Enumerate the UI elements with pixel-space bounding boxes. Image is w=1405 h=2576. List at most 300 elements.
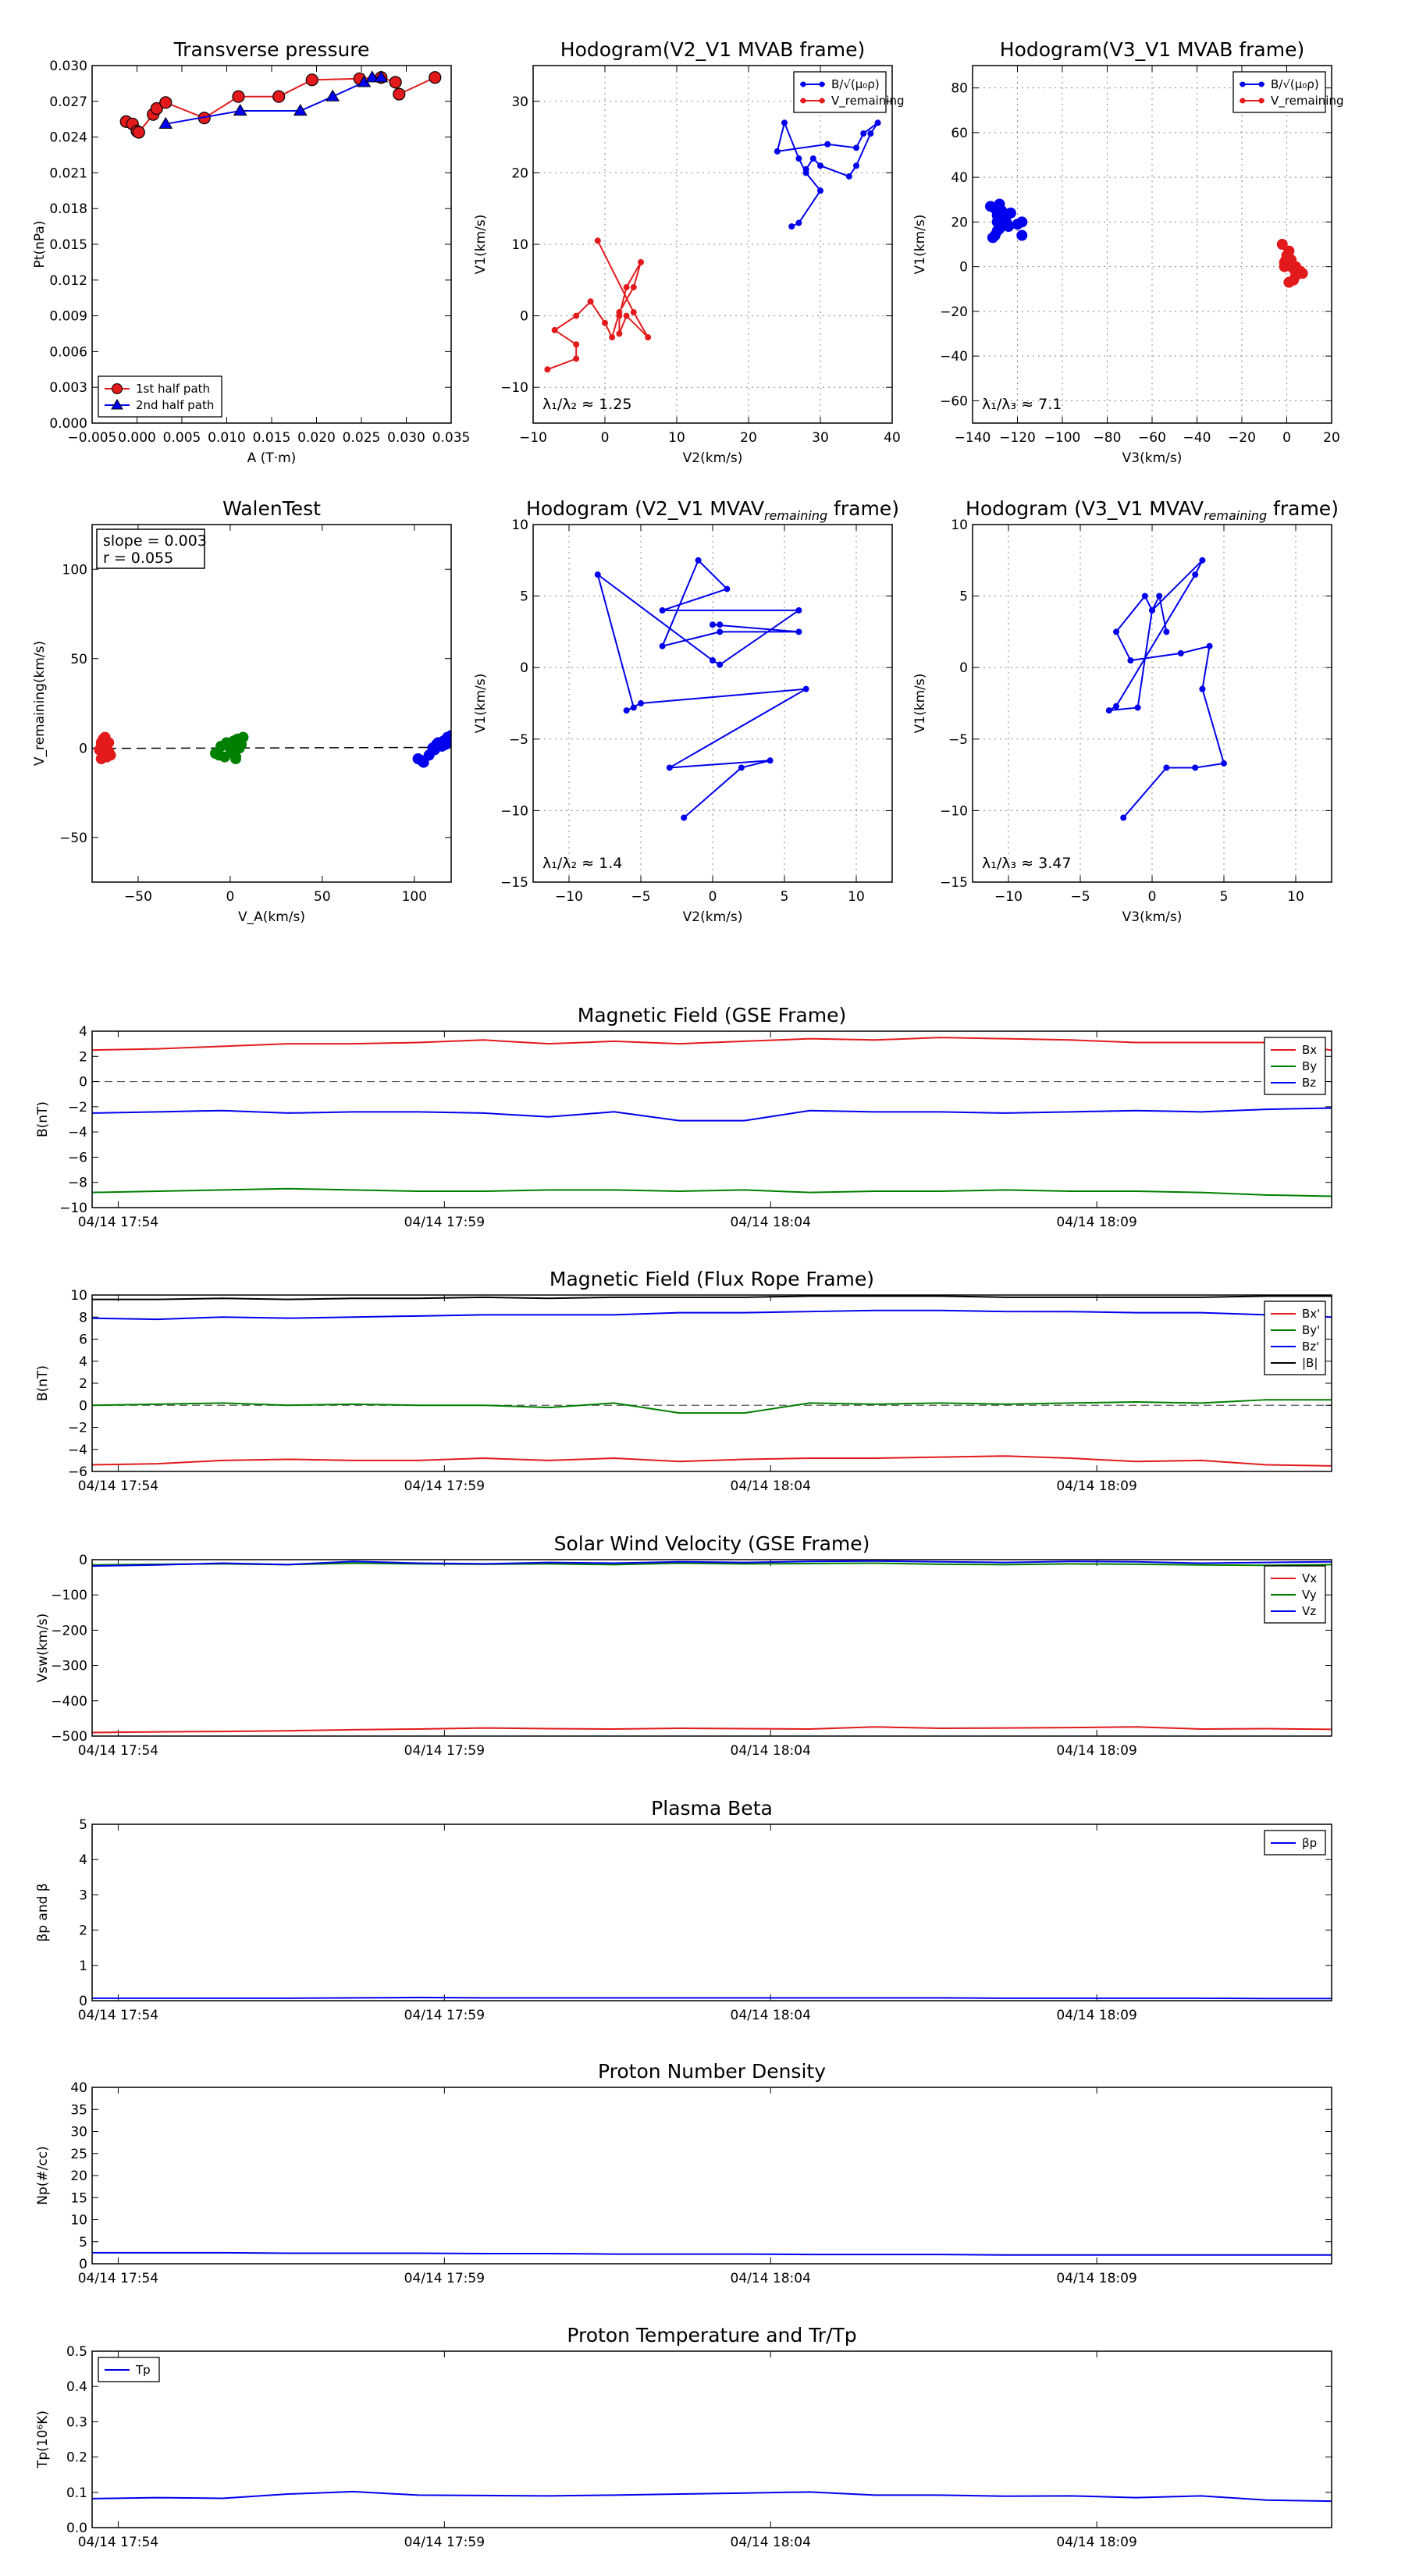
data-point [133, 126, 144, 138]
data-point [1222, 760, 1227, 766]
axes-frame [92, 2351, 1332, 2528]
time-tick-label: 04/14 17:59 [404, 1215, 486, 1230]
data-point [389, 76, 401, 88]
plot-area [92, 2253, 1332, 2255]
data-point [214, 750, 224, 760]
y-tick-label: −8 [67, 1175, 87, 1191]
x-tick-label: 10 [848, 889, 865, 905]
data-point [1193, 572, 1198, 578]
data-point [433, 738, 443, 748]
y-axis-label: V1(km/s) [473, 214, 489, 275]
data-point [660, 643, 665, 649]
y-tick-label: 4 [79, 1354, 87, 1370]
x-tick-label: −50 [124, 889, 152, 905]
data-point [101, 752, 112, 762]
series-line-By' [92, 1400, 1332, 1413]
data-point [1004, 222, 1014, 232]
data-point [617, 313, 622, 318]
x-tick-label: −10 [555, 889, 583, 905]
chart-hodo_v3_v1_mvav [912, 497, 1339, 925]
legend-label: B/√(μ₀ρ) [831, 77, 880, 91]
data-point [710, 658, 716, 664]
chart-title: WalenTest [222, 497, 321, 520]
stats-text: r = 0.055 [103, 550, 174, 567]
legend-marker [801, 98, 806, 104]
data-point [624, 284, 629, 290]
legend-label: Vy [1302, 1588, 1317, 1602]
plot-area [92, 1561, 1332, 1733]
y-tick-label: 0.0 [66, 2521, 87, 2536]
y-tick-label: −5 [948, 731, 968, 748]
x-tick-label: 0 [1282, 430, 1291, 446]
data-point [660, 607, 665, 613]
data-point [595, 238, 600, 244]
y-axis-label: Tp(10⁶K) [35, 2410, 51, 2469]
y-tick-label: 35 [70, 2102, 87, 2119]
ratio-annotation: λ₁/λ₂ ≈ 1.25 [542, 396, 632, 413]
x-tick-label: 20 [740, 430, 757, 446]
data-point [1200, 686, 1205, 692]
chart-title: Magnetic Field (Flux Rope Frame) [549, 1268, 875, 1290]
data-point [646, 335, 651, 340]
time-tick-label: 04/14 17:54 [77, 2535, 159, 2550]
time-tick-label: 04/14 17:54 [77, 1478, 159, 1494]
data-point [1207, 643, 1212, 649]
y-tick-label: −100 [51, 1588, 87, 1604]
plot-area [92, 1296, 1332, 1466]
y-tick-label: −15 [500, 875, 528, 891]
y-tick-label: 0.5 [66, 2344, 87, 2360]
y-tick-label: 0 [79, 741, 87, 757]
title-main: Hodogram (V2_V1 MVAV [526, 497, 764, 520]
data-point [1157, 593, 1162, 599]
axes-frame [533, 525, 892, 882]
x-tick-label: −5 [631, 889, 651, 905]
y-tick-label: 30 [511, 94, 528, 110]
y-axis-label: B(nT) [35, 1101, 51, 1138]
data-point [393, 88, 405, 100]
series-line-By [92, 1189, 1332, 1197]
y-axis-label: B(nT) [35, 1364, 51, 1402]
title-end: frame) [1267, 497, 1339, 520]
plot-area [595, 557, 809, 820]
x-tick-label: 5 [780, 889, 789, 905]
y-tick-label: 0.015 [49, 237, 87, 253]
data-point [273, 91, 285, 102]
x-tick-label: −140 [954, 430, 991, 446]
data-point [1289, 275, 1299, 285]
time-tick-label: 04/14 17:59 [404, 2535, 486, 2550]
plot-area [120, 71, 441, 138]
x-tick-label: 0 [1147, 889, 1157, 905]
y-tick-label: −5 [508, 731, 528, 748]
y-tick-label: 100 [62, 562, 87, 578]
data-point [1295, 266, 1305, 276]
y-tick-label: −15 [940, 875, 968, 891]
data-point [724, 586, 730, 592]
legend-label: By [1302, 1059, 1318, 1073]
legend-label: 2nd half path [136, 398, 215, 412]
y-tick-label: 0 [79, 1074, 87, 1091]
y-tick-label: 10 [70, 2212, 87, 2229]
x-tick-label: −40 [1183, 430, 1211, 446]
y-tick-label: 50 [70, 651, 87, 667]
data-point [1178, 650, 1183, 656]
axes-frame [92, 1295, 1332, 1471]
legend-label: V_remaining [831, 94, 905, 108]
series-line-Bz' [92, 1311, 1332, 1319]
data-point [695, 557, 701, 563]
data-point [624, 708, 629, 713]
chart-walen_test [32, 497, 457, 925]
x-tick-label: −10 [519, 430, 547, 446]
chart-mag_fluxrope [35, 1268, 1332, 1494]
chart-plasma_beta [35, 1797, 1332, 2023]
data-point [875, 120, 880, 126]
axes-frame [92, 1031, 1332, 1208]
legend-label: B/√(μ₀ρ) [1271, 77, 1319, 91]
time-tick-label: 04/14 17:54 [77, 2271, 159, 2286]
data-point [1017, 230, 1027, 240]
y-tick-label: 25 [70, 2146, 87, 2162]
data-point [231, 752, 241, 762]
legend-label: By' [1302, 1323, 1321, 1337]
y-tick-label: 0.006 [49, 344, 87, 361]
legend [794, 72, 905, 112]
data-point [796, 607, 802, 613]
time-tick-label: 04/14 17:59 [404, 2271, 486, 2286]
data-point [617, 331, 622, 336]
data-point [552, 327, 557, 333]
y-tick-label: −10 [500, 803, 528, 820]
chart-title: Plasma Beta [651, 1797, 773, 1820]
legend-marker [801, 82, 806, 87]
time-tick-label: 04/14 18:09 [1056, 1743, 1137, 1759]
y-tick-label: −10 [59, 1201, 87, 1216]
data-point [667, 765, 672, 770]
data-point [96, 738, 106, 748]
series-line-Bx [92, 1037, 1332, 1050]
chart-mag_gse [35, 1004, 1332, 1230]
data-point [574, 356, 579, 361]
x-axis-label: V2(km/s) [682, 909, 743, 925]
plot-area [545, 120, 880, 372]
y-tick-label: −2 [67, 1420, 87, 1436]
axes-frame [92, 1560, 1332, 1736]
chart-title [966, 497, 1339, 523]
y-tick-label: 5 [959, 589, 968, 605]
legend-marker [1240, 98, 1246, 104]
x-tick-label: 0 [226, 889, 235, 905]
title-end: frame) [827, 497, 899, 520]
y-tick-label: 0 [79, 2257, 87, 2272]
y-axis-label: V1(km/s) [912, 214, 928, 275]
y-tick-label: 0 [959, 259, 968, 276]
x-tick-label: 10 [668, 430, 685, 446]
y-tick-label: −500 [51, 1729, 87, 1745]
y-tick-label: 0 [959, 660, 968, 677]
chart-title: Hodogram(V3_V1 MVAB frame) [999, 38, 1305, 61]
time-tick-label: 04/14 18:04 [730, 1215, 811, 1230]
y-tick-label: 10 [511, 237, 528, 253]
data-point [782, 120, 788, 126]
x-tick-label: −100 [1044, 430, 1081, 446]
y-tick-label: 40 [951, 170, 968, 187]
x-tick-label: 0.020 [297, 430, 336, 446]
legend [1264, 1037, 1325, 1094]
data-point [861, 131, 866, 137]
x-tick-label: −0.005 [67, 430, 117, 446]
x-tick-label: 40 [884, 430, 901, 446]
x-axis-label: V3(km/s) [1122, 450, 1183, 466]
data-point [588, 299, 593, 304]
y-axis-label: V1(km/s) [912, 673, 928, 734]
chart-proton_temperature [35, 2324, 1332, 2550]
chart-title: Proton Temperature and Tr/Tp [567, 2324, 857, 2347]
data-point [825, 141, 831, 147]
legend-label: V_remaining [1271, 94, 1344, 108]
y-tick-label: 0.024 [49, 130, 87, 146]
y-tick-label: 4 [79, 1024, 87, 1040]
time-tick-label: 04/14 18:04 [730, 1743, 811, 1759]
x-tick-label: −80 [1093, 430, 1122, 446]
y-tick-label: 40 [70, 2080, 87, 2096]
series-line-V_remaining [547, 240, 648, 369]
y-tick-label: 20 [70, 2169, 87, 2184]
legend-label: βp [1302, 1836, 1318, 1850]
legend-marker [112, 384, 123, 394]
data-point [868, 131, 873, 137]
chart-proton_density [35, 2060, 1332, 2286]
chart-title: Transverse pressure [173, 38, 370, 61]
y-tick-label: −20 [940, 304, 968, 320]
y-tick-label: −10 [940, 803, 968, 820]
y-tick-label: −6 [67, 1464, 87, 1480]
data-point [1164, 629, 1169, 635]
chart-sw_velocity [35, 1532, 1332, 1759]
data-point [160, 97, 172, 109]
time-tick-label: 04/14 17:59 [404, 1478, 486, 1494]
time-tick-label: 04/14 18:04 [730, 2535, 811, 2550]
y-tick-label: 8 [79, 1310, 87, 1326]
legend-marker [1240, 82, 1246, 87]
y-tick-label: −4 [67, 1125, 87, 1141]
y-tick-label: −200 [51, 1623, 87, 1639]
data-point [1135, 705, 1140, 710]
stats-text: slope = 0.003 [103, 532, 207, 550]
x-tick-label: 0.030 [387, 430, 425, 446]
legend-marker [820, 82, 825, 87]
axes-frame [533, 66, 892, 423]
y-tick-label: 0.009 [49, 308, 87, 325]
data-point [810, 156, 816, 162]
legend [98, 376, 222, 417]
data-point [774, 148, 780, 154]
series-line-1st half path [126, 77, 436, 132]
data-point [234, 105, 247, 116]
y-axis-label: V1(km/s) [473, 673, 489, 734]
data-point [1164, 765, 1169, 770]
y-axis-label: V_remaining(km/s) [32, 640, 48, 767]
data-point [818, 163, 823, 169]
y-tick-label: −4 [67, 1442, 87, 1458]
y-tick-label: 0 [79, 1398, 87, 1414]
x-tick-label: 30 [812, 430, 829, 446]
title-subscript: remaining [763, 508, 828, 523]
data-point [574, 313, 579, 318]
data-point [294, 105, 307, 116]
legend [1233, 72, 1344, 112]
y-axis-label: Pt(nPa) [32, 220, 48, 269]
time-tick-label: 04/14 18:04 [730, 1478, 811, 1494]
y-tick-label: 20 [511, 165, 528, 182]
x-axis-label: A (T·m) [247, 450, 297, 466]
y-tick-label: −400 [51, 1693, 87, 1710]
x-tick-label: 0.015 [252, 430, 291, 446]
y-tick-label: 20 [951, 215, 968, 231]
data-point [854, 145, 859, 151]
plot-area [94, 731, 457, 767]
data-point [429, 72, 441, 84]
title-main: Hodogram (V3_V1 MVAV [966, 497, 1204, 520]
series-line-|B| [92, 1296, 1332, 1299]
axes-frame [92, 525, 451, 882]
data-point [1193, 765, 1198, 770]
data-point [1121, 815, 1126, 820]
data-point [306, 74, 318, 86]
data-point [1128, 658, 1133, 664]
legend-label: Vz [1302, 1604, 1317, 1618]
legend [1264, 1301, 1325, 1375]
x-axis-label: V3(km/s) [1122, 909, 1183, 925]
data-point [624, 313, 629, 318]
x-axis-label: V2(km/s) [682, 450, 743, 466]
x-tick-label: 5 [1219, 889, 1229, 905]
data-point [631, 284, 636, 290]
data-point [233, 91, 244, 102]
time-tick-label: 04/14 17:54 [77, 2008, 159, 2023]
x-tick-label: 0.000 [118, 430, 156, 446]
x-tick-label: 100 [401, 889, 428, 905]
legend-label: Tp [136, 2363, 151, 2377]
data-point [638, 259, 644, 265]
data-point [574, 342, 579, 347]
data-point [789, 224, 795, 229]
data-point [767, 758, 773, 763]
series-line-Vx [92, 1727, 1332, 1732]
y-axis-label: Np(#/cc) [35, 2146, 51, 2205]
x-tick-label: 20 [1323, 430, 1340, 446]
chart-title: Solar Wind Velocity (GSE Frame) [553, 1532, 870, 1555]
y-tick-label: 10 [70, 1288, 87, 1304]
y-tick-label: 2 [79, 1049, 87, 1066]
data-point [796, 629, 802, 635]
data-point [595, 572, 600, 578]
data-point [1282, 259, 1292, 269]
data-point [796, 220, 802, 226]
chart-hodo_v3_v1_mvab [912, 38, 1344, 466]
y-tick-label: 4 [79, 1852, 87, 1869]
data-point [1150, 607, 1155, 613]
x-tick-label: 0.005 [162, 430, 201, 446]
time-tick-label: 04/14 18:09 [1056, 2008, 1137, 2023]
chart-title: Hodogram(V2_V1 MVAB frame) [560, 38, 866, 61]
y-axis-label: βp and β [35, 1883, 51, 1942]
axes-frame [973, 525, 1332, 882]
series-line-Bx' [92, 1456, 1332, 1466]
data-point [738, 765, 744, 770]
y-tick-label: 5 [79, 1817, 87, 1833]
y-tick-label: 0 [520, 308, 528, 325]
time-tick-label: 04/14 18:09 [1056, 1478, 1137, 1494]
chart-title: Proton Number Density [598, 2060, 826, 2083]
y-tick-label: −60 [940, 393, 968, 410]
y-tick-label: 0.4 [66, 2379, 87, 2396]
ratio-annotation: λ₁/λ₃ ≈ 7.1 [982, 396, 1062, 413]
x-tick-label: −10 [994, 889, 1023, 905]
time-tick-label: 04/14 18:09 [1056, 1215, 1137, 1230]
axes-frame [92, 2087, 1332, 2264]
y-axis-label: Vsw(km/s) [35, 1613, 51, 1683]
x-axis-label: V_A(km/s) [237, 909, 306, 925]
y-tick-label: 0.3 [66, 2414, 87, 2431]
data-point [326, 91, 339, 101]
legend-label: Bx [1302, 1043, 1318, 1057]
data-point [681, 815, 687, 820]
y-tick-label: 80 [951, 80, 968, 97]
x-tick-label: 10 [1287, 889, 1304, 905]
plot-area [1106, 557, 1226, 820]
time-tick-label: 04/14 18:04 [730, 2271, 811, 2286]
time-tick-label: 04/14 18:09 [1056, 2271, 1137, 2286]
y-tick-label: 0.003 [49, 380, 87, 397]
y-tick-label: 10 [951, 518, 968, 533]
legend-marker [1259, 82, 1264, 87]
y-tick-label: 0 [79, 1553, 87, 1568]
fit-line [92, 747, 451, 748]
y-tick-label: −2 [67, 1099, 87, 1115]
data-point [1017, 217, 1027, 227]
data-point [1142, 593, 1147, 599]
plot-area [986, 199, 1308, 287]
time-tick-label: 04/14 18:04 [730, 2008, 811, 2023]
x-tick-label: −5 [1070, 889, 1090, 905]
x-tick-label: 0.010 [208, 430, 246, 446]
data-point [237, 739, 247, 749]
y-tick-label: 5 [520, 589, 528, 605]
legend [98, 2357, 159, 2382]
title-subscript: remaining [1203, 508, 1268, 523]
y-tick-label: 6 [79, 1332, 87, 1348]
legend [1264, 1831, 1325, 1855]
data-point [1106, 708, 1112, 713]
series-line-V [598, 560, 806, 818]
y-tick-label: −300 [51, 1658, 87, 1674]
chart-title [526, 497, 899, 523]
chart-hodo_v2_v1_mvav [473, 497, 899, 925]
x-tick-label: 0 [600, 430, 610, 446]
legend-label: Vx [1302, 1571, 1318, 1585]
y-tick-label: 0.030 [49, 59, 87, 74]
y-tick-label: 0.1 [66, 2485, 87, 2501]
y-tick-label: 0.000 [49, 416, 87, 432]
ratio-annotation: λ₁/λ₃ ≈ 3.47 [982, 855, 1072, 872]
time-tick-label: 04/14 18:09 [1056, 2535, 1137, 2550]
y-tick-label: −50 [59, 830, 87, 846]
series-line-2nd half path [165, 77, 381, 124]
series-line-B/√(μ₀ρ) [777, 123, 878, 226]
x-tick-label: 0.035 [432, 430, 471, 446]
